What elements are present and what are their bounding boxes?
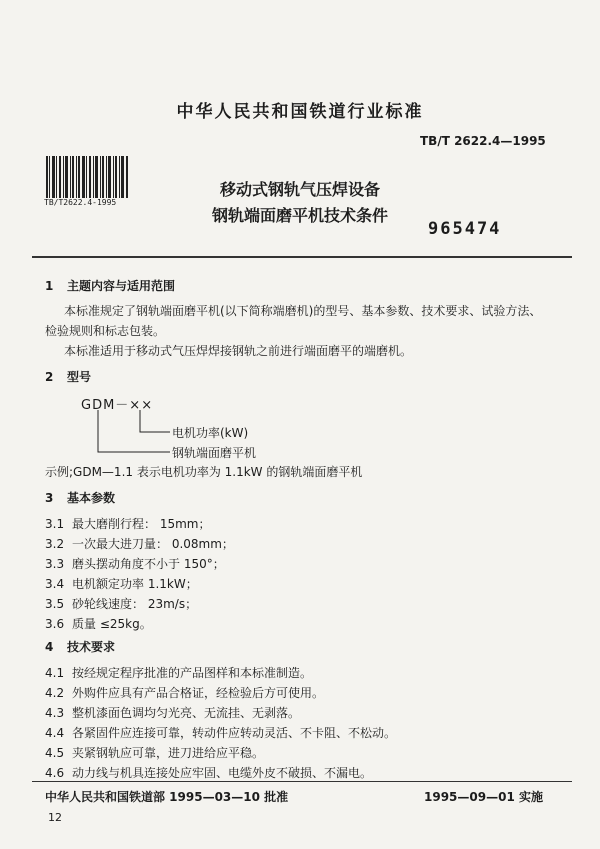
section-1-paragraph-1: 本标准规定了钢轨端面磨平机(以下简称端磨机)的型号、基本参数、技术要求、试验方法、 xyxy=(64,304,542,318)
param-item: 3.2 一次最大进刀量： 0.08mm； xyxy=(45,537,234,551)
standard-code: TB/T 2622.4—1995 xyxy=(420,134,546,148)
param-item: 3.4 电机额定功率 1.1kW； xyxy=(45,577,198,591)
header-divider xyxy=(32,256,572,258)
footer-divider xyxy=(32,781,572,782)
model-code: GDM－×× xyxy=(81,398,154,413)
page-number: 12 xyxy=(48,811,62,824)
requirement-item: 4.1 按经规定程序批准的产品图样和本标准制造。 xyxy=(45,666,313,680)
barcode-label: TB/T2622.4-1995 xyxy=(44,198,117,207)
section-1-heading: 1 主题内容与适用范围 xyxy=(45,279,176,293)
section-1-paragraph-1-cont: 检验规则和标志包装。 xyxy=(45,324,166,338)
document-title-line2: 钢轨端面磨平机技术条件 xyxy=(211,206,388,225)
param-item: 3.1 最大磨削行程： 15mm； xyxy=(45,517,211,531)
barcode xyxy=(44,156,130,200)
document-number: 965474 xyxy=(428,219,502,239)
approval-info: 中华人民共和国铁道部 1995—03—10 批准 xyxy=(45,790,289,804)
requirement-item: 4.4 各紧固件应连接可靠，转动件应转动灵活、不卡阻、不松动。 xyxy=(45,726,397,740)
param-item: 3.6 质量 ≤25kg。 xyxy=(45,617,152,631)
section-2-heading: 2 型号 xyxy=(45,370,92,384)
document-title-line1: 移动式钢轨气压焊设备 xyxy=(219,180,380,199)
model-code-diagram xyxy=(90,410,170,458)
model-example: 示例;GDM—1.1 表示电机功率为 1.1kW 的钢轨端面磨平机 xyxy=(45,465,363,479)
standard-title: 中华人民共和国铁道行业标准 xyxy=(176,102,424,122)
requirement-item: 4.6 动力线与机具连接处应牢固、电缆外皮不破损、不漏电。 xyxy=(45,766,373,780)
requirement-item: 4.2 外购件应具有产品合格证，经检验后方可使用。 xyxy=(45,686,325,700)
param-item: 3.5 砂轮线速度： 23m/s； xyxy=(45,597,198,611)
requirement-item: 4.3 整机漆面色调均匀光亮、无流挂、无剥落。 xyxy=(45,706,301,720)
effective-date: 1995—09—01 实施 xyxy=(424,790,543,804)
param-item: 3.3 磨头摆动角度不小于 150°； xyxy=(45,557,225,571)
section-3-heading: 3 基本参数 xyxy=(45,491,116,505)
section-4-heading: 4 技术要求 xyxy=(45,640,116,654)
section-1-paragraph-2: 本标准适用于移动式气压焊焊接钢轨之前进行端面磨平的端磨机。 xyxy=(64,344,413,358)
requirement-item: 4.5 夹紧钢轨应可靠，进刀进给应平稳。 xyxy=(45,746,265,760)
model-label-power: 电机功率(kW) xyxy=(172,426,249,440)
model-label-name: 钢轨端面磨平机 xyxy=(172,446,257,460)
